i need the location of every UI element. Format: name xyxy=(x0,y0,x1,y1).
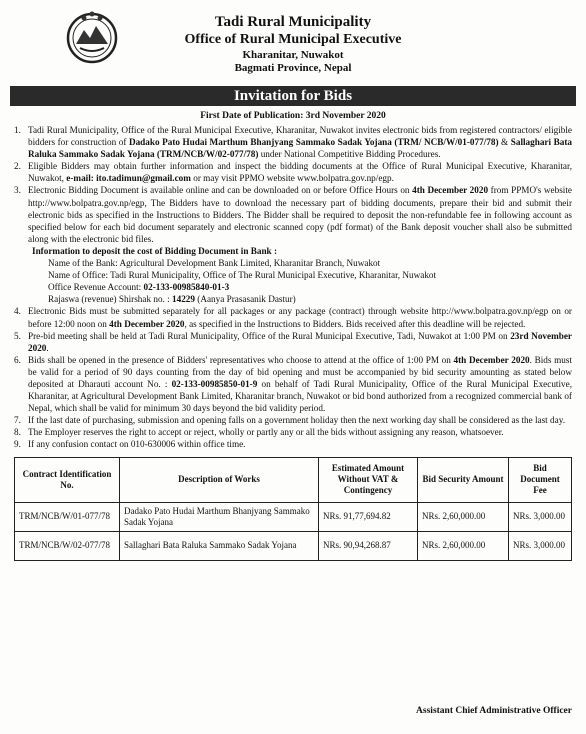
opening-date: 4th December 2020 xyxy=(453,354,530,365)
letterhead xyxy=(0,0,586,86)
table-row xyxy=(15,502,572,531)
clause-text: , as specified in the Instructions to Bidders. Bids received after this deadline will be rejected. xyxy=(184,318,526,329)
clause-5 xyxy=(14,330,572,354)
account-number: 02-133-00985840-01-3 xyxy=(143,282,230,293)
office-address: Kharanitar, Nuwakot xyxy=(242,49,344,61)
clause-text: from PPMO's website http://www.bolpatra.gov.np/egp, The Bidders have to download the necessary part of bidding documents, prepare their bid and submit their electronic bids as specified in the Instructions to Bidders. The Bidder shall be required to deposit the non-refundable fee in following account as specified below for each bid document separately and electronic scanned copy (pdf format) of the Bank deposit voucher shall also be submitted along with the electronic bid files. xyxy=(28,185,572,244)
clause-number: 3. xyxy=(14,185,21,196)
clause-text: If the last date of purchasing, submission and opening falls on a government holiday then the next working day shall be considered as the last day. xyxy=(28,415,565,426)
clause-text: If any confusion contact on 010-630006 within office time. xyxy=(28,439,246,450)
publication-date: First Date of Publication: 3rd November 2020 xyxy=(200,111,386,121)
rajaswa-number: 14229 xyxy=(172,294,195,305)
clause-text: Tadi Rural Municipality, Office of the Rural Municipal Executive, Kharanitar, Nuwakot invites electronic bids from registered contractors/ eligible bidders for construction of xyxy=(28,125,572,148)
dharauti-account: 02-133-00985850-01-9 xyxy=(171,378,258,389)
clause-6 xyxy=(14,354,572,414)
table-cell: NRs. 2,60,000.00 xyxy=(418,531,509,560)
clause-number: 7. xyxy=(14,415,21,426)
clause-number: 6. xyxy=(14,354,21,365)
clause-4 xyxy=(14,305,572,329)
rajaswa-note: (Aanya Prasasanik Dastur) xyxy=(194,294,296,305)
clause-text: or may visit PPMO website www.bolpatra.gov.np/egp. xyxy=(190,173,394,184)
clause-7 xyxy=(14,414,572,426)
clause-text: Eligible Bidders may obtain further information and inspect the bidding documents at the Office of Rural Municipal Executive, Kharanitar, Nuwakot, xyxy=(28,161,572,184)
table-cell: TRM/NCB/W/02-077/78 xyxy=(15,531,120,560)
bank-name xyxy=(14,257,572,269)
clause-number: 2. xyxy=(14,161,21,172)
clause-1 xyxy=(14,124,572,160)
project-2-name: Sallaghari Bata Raluka Sammako Sadak Yojana (TRM/NCB/W/02-077/78) xyxy=(28,137,572,160)
clause-text: & xyxy=(498,137,511,148)
column-header: Description of Works xyxy=(120,457,319,502)
contracts-table xyxy=(14,457,572,561)
clause-text: The Employer reserves the right to accept or reject, wholly or partly any or all the bids without assigning any reason, whatsoever. xyxy=(28,427,504,438)
table-cell: NRs. 3,000.00 xyxy=(509,502,572,531)
clause-text: under National Competitive Bidding Procedures. xyxy=(258,149,441,160)
table-cell: NRs. 90,94,268.87 xyxy=(319,531,418,560)
project-1-name: Dadako Pato Hudai Marthum Bhanjyang Sammako Sadak Yojana (TRM/ NCB/W/01-077/78) xyxy=(128,137,499,148)
municipality-emblem-icon xyxy=(62,6,122,66)
table-header-row xyxy=(15,457,572,502)
clause-number: 5. xyxy=(14,330,21,341)
column-header: Estimated Amount Without VAT & Contingency xyxy=(319,457,418,502)
prebid-date: 23rd November 2020 xyxy=(28,330,573,353)
clause-3 xyxy=(14,184,572,244)
rajaswa-line xyxy=(14,293,572,305)
table-row xyxy=(15,531,572,560)
submission-date: 4th December 2020 xyxy=(109,318,185,329)
deposit-heading-text: Information to deposit the cost of Bidding Document in Bank : xyxy=(32,245,278,256)
table-cell: Sallaghari Bata Raluka Sammako Sadak Yojana xyxy=(120,531,319,560)
deposit-heading xyxy=(14,245,572,257)
notice-title: Invitation for Bids xyxy=(10,86,576,106)
rajaswa-label: Rajaswa (revenue) Shirshak no. : xyxy=(48,294,172,305)
clause-number: 1. xyxy=(14,125,21,135)
clause-number: 8. xyxy=(14,427,21,438)
table-cell: TRM/NCB/W/01-077/78 xyxy=(15,502,120,531)
clause-text: Electronic Bids must be submitted separately for all packages or any package (contract) through website http://www.bolpatra.gov.np/egp on or before 12:00 noon on xyxy=(28,306,572,329)
table-cell: Dadako Pato Hudai Marthum Bhanjyang Sammako Sadak Yojana xyxy=(120,502,319,531)
province: Bagmati Province, Nepal xyxy=(234,62,352,74)
clause-text: Pre-bid meeting shall be held at Tadi Rural Municipality, Office of the Rural Municipal Executive, Tadi, Nuwakot at 1:00 PM on xyxy=(28,330,511,341)
notice-body xyxy=(14,124,572,451)
email-address[interactable]: e-mail: ito.tadimun@gmail.com xyxy=(66,173,191,184)
clause-9 xyxy=(14,438,572,450)
clause-number: 4. xyxy=(14,306,21,317)
clause-2 xyxy=(14,160,572,184)
deadline-date: 4th December 2020 xyxy=(412,185,489,196)
column-header: Bid Security Amount xyxy=(418,457,509,502)
table-cell: NRs. 91,77,694.82 xyxy=(319,502,418,531)
clause-text: . xyxy=(46,342,49,353)
column-header: Bid Document Fee xyxy=(509,457,572,502)
office-name-text: Name of Office: Tadi Rural Municipality, Office of The Rural Municipal Executive, Kharanitar, Nuwakot xyxy=(48,270,437,281)
bank-name-text: Name of the Bank: Agricultural Development Bank Limited, Kharanitar Branch, Nuwakot xyxy=(48,258,381,269)
table-cell: NRs. 3,000.00 xyxy=(509,531,572,560)
clause-text: on behalf of Tadi Rural Municipality, Office of the Rural Municipal Executive, Kharanitar, at Agricultural Development Bank Limited, Kharanitar branch, Nuwakot or bid bond authorized from a recognized commercial bank of Nepal, which shall be valid for minimum 30 days beyond the bid validity period. xyxy=(28,378,572,414)
clause-text: . Bids must be valid for a period of 90 days counting from the day of bid opening and must be accompanied by bid security amounting as stated below deposited at Dharauti account No. : xyxy=(28,354,573,389)
clause-number: 9. xyxy=(14,439,21,450)
table-cell: NRs. 2,60,000.00 xyxy=(418,502,509,531)
municipality-name: Tadi Rural Municipality xyxy=(214,14,372,30)
clause-text: Electronic Bidding Document is available online and can be downloaded on or before Office Hours on xyxy=(28,185,413,196)
signatory-title: Assistant Chief Administrative Officer xyxy=(416,706,572,716)
account-label: Office Revenue Account: xyxy=(48,282,144,293)
column-header: Contract Identification No. xyxy=(15,457,120,502)
revenue-account xyxy=(14,281,572,293)
clause-text: Bids shall be opened in the presence of Bidders' representatives who choose to attend at the office of 1:00 PM on xyxy=(28,354,454,365)
office-account-name xyxy=(14,269,572,281)
office-name: Office of Rural Municipal Executive xyxy=(184,32,402,47)
clause-8 xyxy=(14,426,572,438)
